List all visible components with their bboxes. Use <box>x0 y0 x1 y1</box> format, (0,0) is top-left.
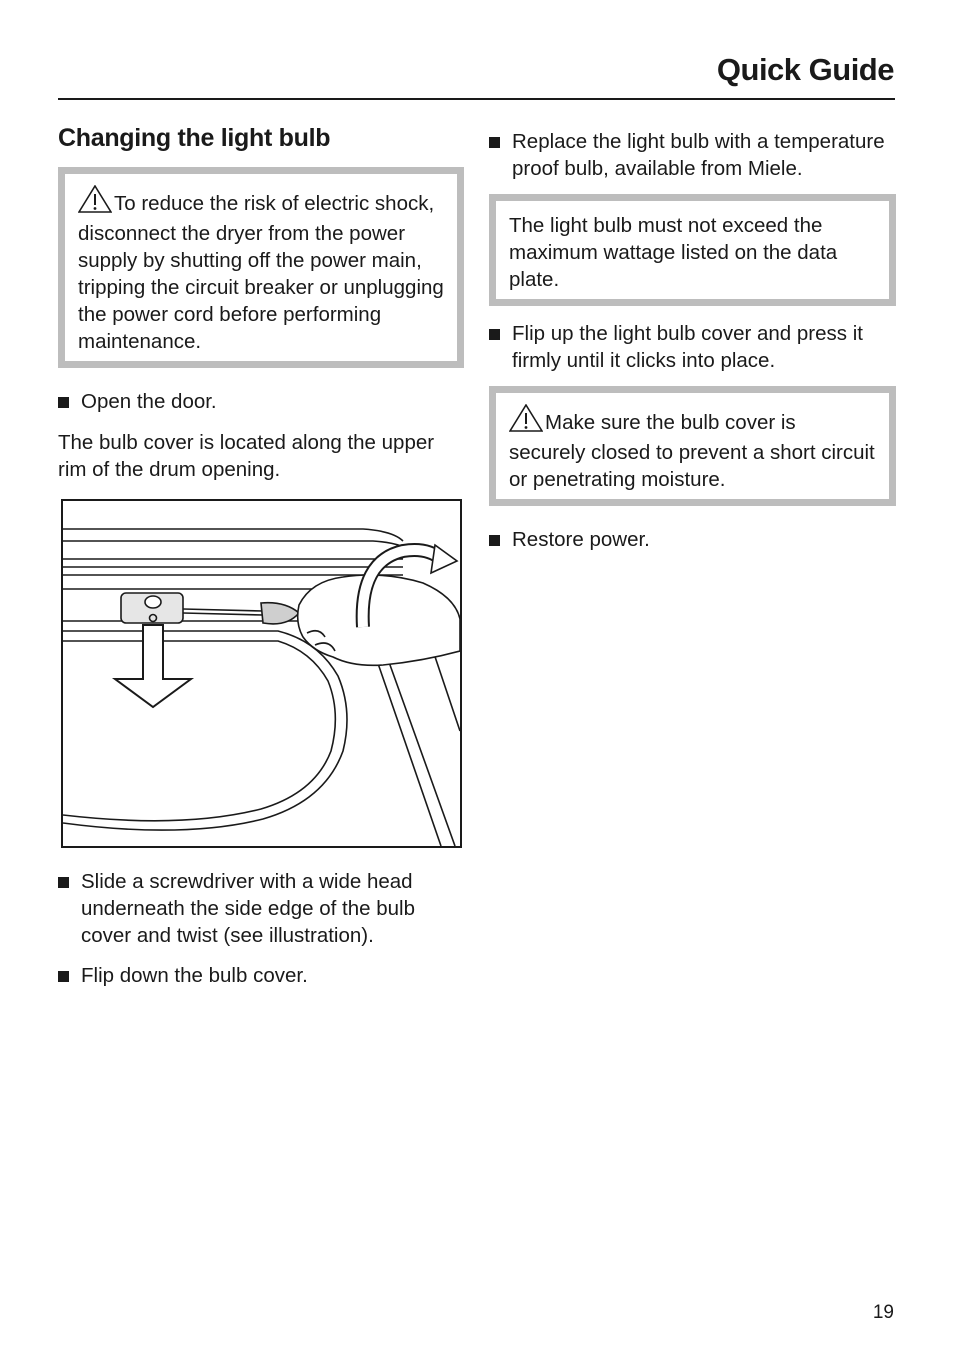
step-screwdriver <box>58 868 464 949</box>
note-box-wattage: The light bulb must not exceed the maximum wattage listed on the data plate. <box>489 194 896 306</box>
warning-triangle-icon <box>78 185 112 220</box>
page-number: 19 <box>872 1302 894 1323</box>
warning-text: Make sure the bulb cover is securely closed to prevent a short circuit or penetrating moisture. <box>509 411 875 491</box>
step-text: Slide a screwdriver with a wide head underneath the side edge of the bulb cover and twist (see illustration). <box>81 870 415 947</box>
section-heading: Changing the light bulb <box>58 124 331 152</box>
square-bullet-icon <box>489 137 500 148</box>
step-replace-bulb <box>489 128 896 182</box>
step-flip-up <box>489 320 896 374</box>
step-text: Restore power. <box>512 528 650 551</box>
step-text: Open the door. <box>81 390 217 413</box>
step-text: Replace the light bulb with a temperature proof bulb, available from Miele. <box>512 130 885 180</box>
illustration-bulb-cover <box>61 499 462 848</box>
square-bullet-icon <box>58 397 69 408</box>
warning-triangle-icon <box>509 404 543 439</box>
warning-box-electric-shock <box>58 167 464 368</box>
step-open-door <box>58 388 464 415</box>
header-divider <box>58 98 895 100</box>
page-header-title: Quick Guide <box>716 52 894 87</box>
step-flip-down <box>58 962 464 989</box>
step-text: Flip up the light bulb cover and press it firmly until it clicks into place. <box>512 322 863 372</box>
step-text: Flip down the bulb cover. <box>81 964 308 987</box>
warning-box-cover-closed <box>489 386 896 506</box>
square-bullet-icon <box>489 329 500 340</box>
bulb-location-paragraph: The bulb cover is located along the upper rim of the drum opening. <box>58 431 435 481</box>
right-column <box>489 128 896 553</box>
square-bullet-icon <box>489 535 500 546</box>
square-bullet-icon <box>58 971 69 982</box>
step-restore-power <box>489 526 896 553</box>
left-column <box>58 124 464 989</box>
square-bullet-icon <box>58 877 69 888</box>
warning-text: To reduce the risk of electric shock, disconnect the dryer from the power supply by shutting off the power main, tripping the circuit breaker or unplugging the power cord before performing maintenance. <box>78 192 444 353</box>
